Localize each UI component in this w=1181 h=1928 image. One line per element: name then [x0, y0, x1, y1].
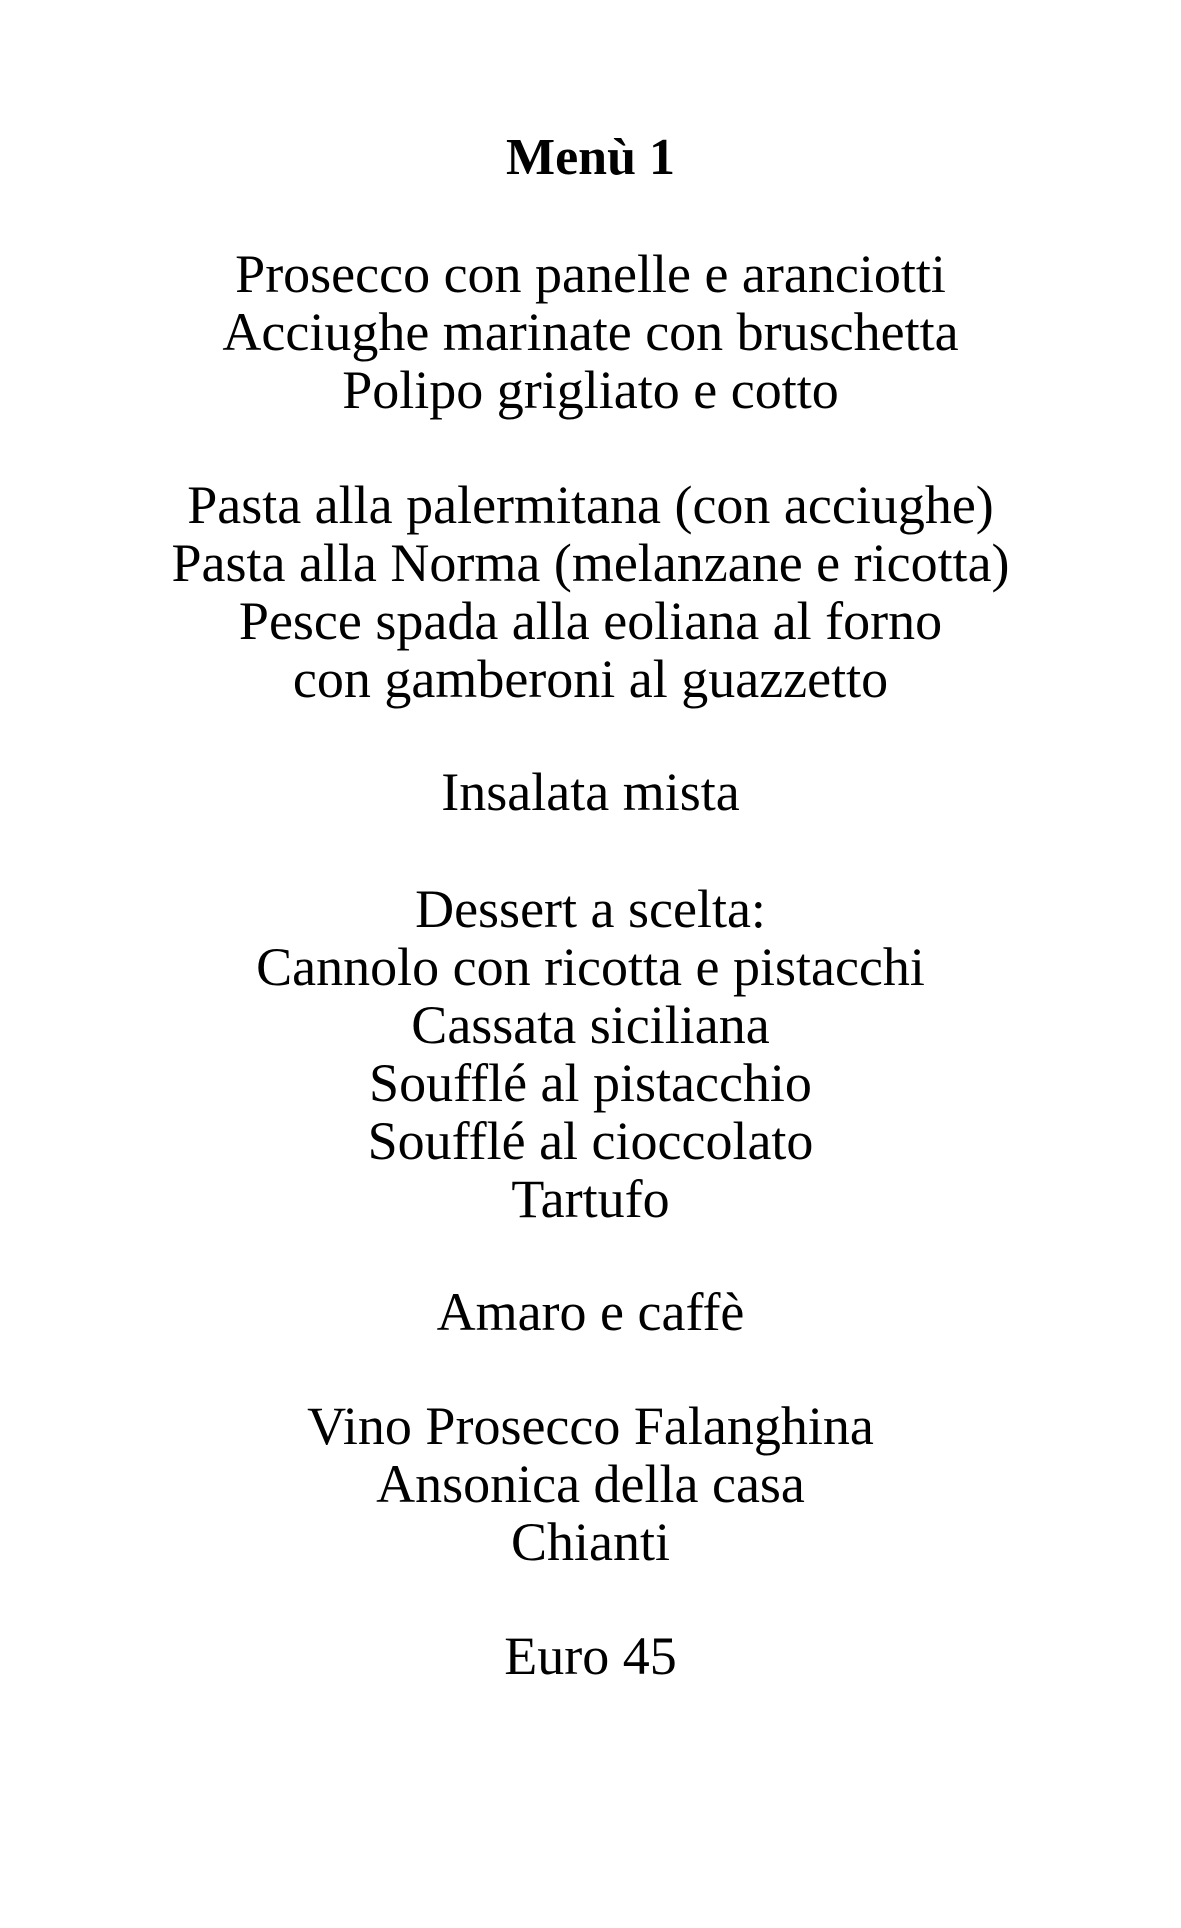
menu-item: Cannolo con ricotta e pistacchi: [256, 937, 925, 997]
menu-item: Polipo grigliato e cotto: [342, 360, 839, 420]
digestivo-section: [0, 1283, 1181, 1341]
primi-secondi-section: [0, 476, 1181, 708]
menu-item: Prosecco con panelle e aranciotti: [235, 244, 946, 304]
dessert-section: [0, 880, 1181, 1228]
menu-item: Soufflé al pistacchio: [369, 1053, 812, 1113]
menu-item: Pasta alla palermitana (con acciughe): [187, 475, 994, 535]
price-section: [0, 1627, 1181, 1685]
menu-item: Cassata siciliana: [411, 995, 770, 1055]
menu-item: Tartufo: [511, 1169, 670, 1229]
menu-item: Acciughe marinate con bruschetta: [222, 302, 959, 362]
menu-item: Ansonica della casa: [376, 1454, 805, 1514]
menu-item: Insalata mista: [441, 762, 740, 822]
menu-title: Menù 1: [506, 129, 675, 186]
menu-price: Euro 45: [504, 1626, 677, 1686]
menu-item: Chianti: [511, 1512, 670, 1572]
menu-item: Amaro e caffè: [436, 1282, 745, 1342]
menu-item: Pasta alla Norma (melanzane e ricotta): [171, 533, 1010, 593]
menu-item: Vino Prosecco Falanghina: [307, 1396, 874, 1456]
menu-item: con gamberoni al guazzetto: [292, 649, 889, 709]
vini-section: [0, 1397, 1181, 1571]
dessert-heading: Dessert a scelta:: [415, 879, 766, 939]
antipasti-section: [0, 245, 1181, 419]
menu-item: Soufflé al cioccolato: [367, 1111, 814, 1171]
contorno-section: [0, 763, 1181, 821]
menu-item: Pesce spada alla eoliana al forno: [238, 591, 943, 651]
